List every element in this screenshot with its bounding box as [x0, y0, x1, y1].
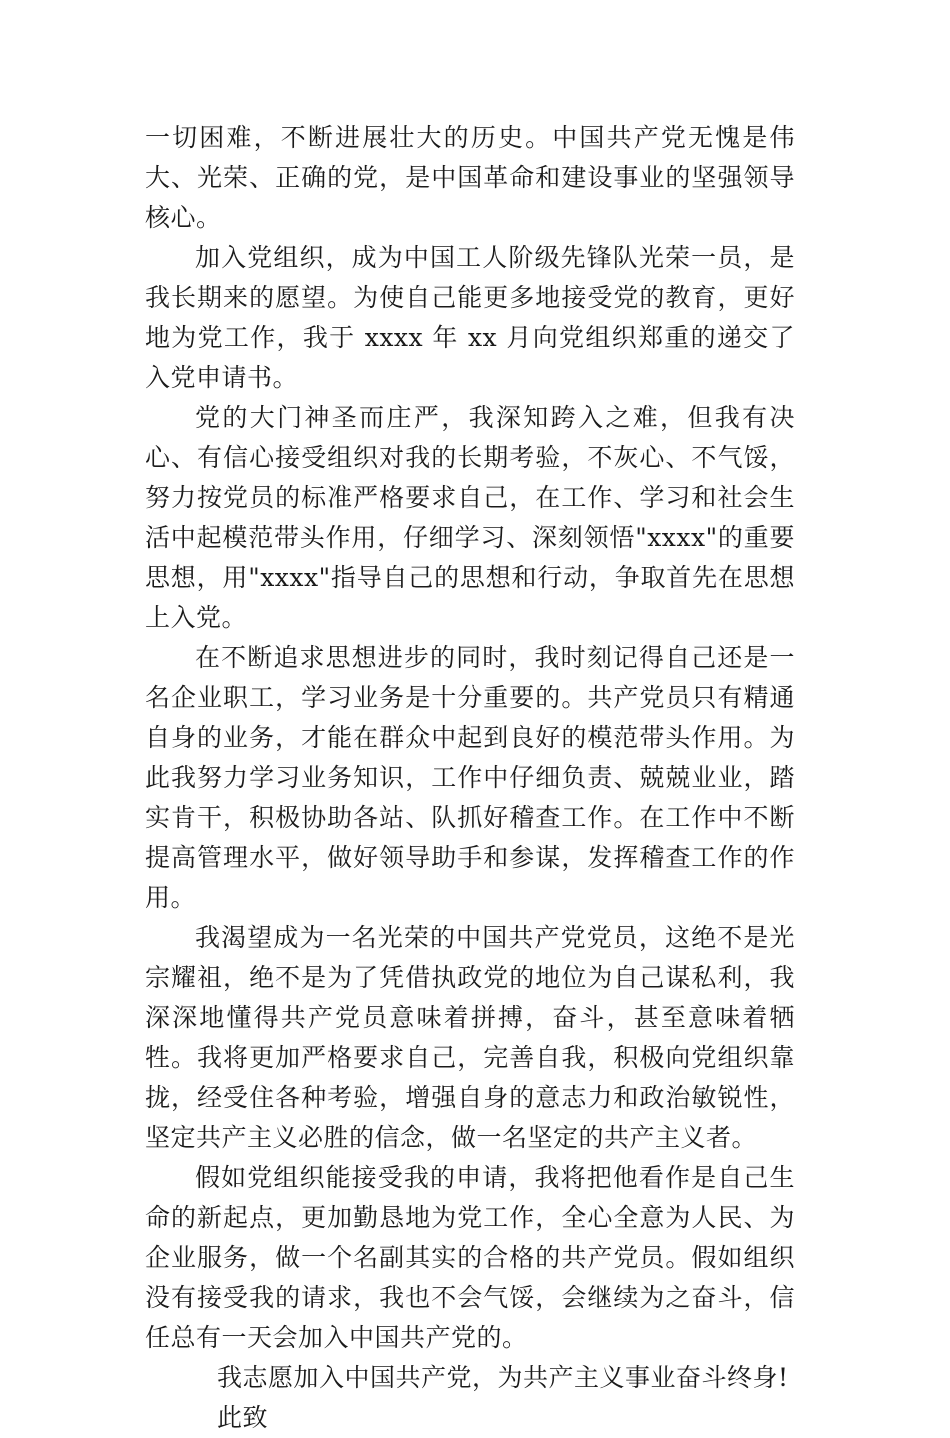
- salutation: 此致: [217, 1403, 269, 1432]
- paragraph-4: 在不断追求思想进步的同时，我时刻记得自己还是一名企业职工，学习业务是十分重要的。共产党员只有精通自身的业务，才能在群众中起到良好的模范带头作用。为此我努力学习业务知识，工作中仔细负责、兢兢业业，踏实肯干，积极协助各站、队抓好稽查工作。在工作中不断提高管理水平，做好领导助手和参谋，发挥稽查工作的作用。: [145, 643, 795, 912]
- document-body: [145, 118, 795, 1438]
- paragraph-5: 我渴望成为一名光荣的中国共产党党员，这绝不是光宗耀祖，绝不是为了凭借执政党的地位为自己谋私利，我深深地懂得共产党员意味着拼搏，奋斗，甚至意味着牺牲。我将更加严格要求自己，完善自我，积极向党组织靠拢，经受住各种考验，增强自身的意志力和政治敏锐性，坚定共产主义必胜的信念，做一名坚定的共产主义者。: [145, 923, 795, 1152]
- paragraph-3: 党的大门神圣而庄严，我深知跨入之难，但我有决心、有信心接受组织对我的长期考验，不灰心、不气馁，努力按党员的标准严格要求自己，在工作、学习和社会生活中起模范带头作用，仔细学习、深刻领悟"xxxx"的重要思想，用"xxxx"指导自己的思想和行动，争取首先在思想上入党。: [145, 403, 795, 632]
- closing-statement: 我志愿加入中国共产党，为共产主义事业奋斗终身!: [217, 1363, 789, 1392]
- paragraph-2: 加入党组织，成为中国工人阶级先锋队光荣一员，是我长期来的愿望。为使自己能更多地接受党的教育，更好地为党工作，我于 xxxx 年 xx 月向党组织郑重的递交了入党申请书。: [145, 243, 795, 392]
- paragraph-6: 假如党组织能接受我的申请，我将把他看作是自己生命的新起点，更加勤恳地为党工作，全心全意为人民、为企业服务，做一个名副其实的合格的共产党员。假如组织没有接受我的请求，我也不会气馁，会继续为之奋斗，信任总有一天会加入中国共产党的。: [145, 1163, 795, 1352]
- paragraph-1: 一切困难，不断进展壮大的历史。中国共产党无愧是伟大、光荣、正确的党，是中国革命和建设事业的坚强领导核心。: [145, 123, 795, 232]
